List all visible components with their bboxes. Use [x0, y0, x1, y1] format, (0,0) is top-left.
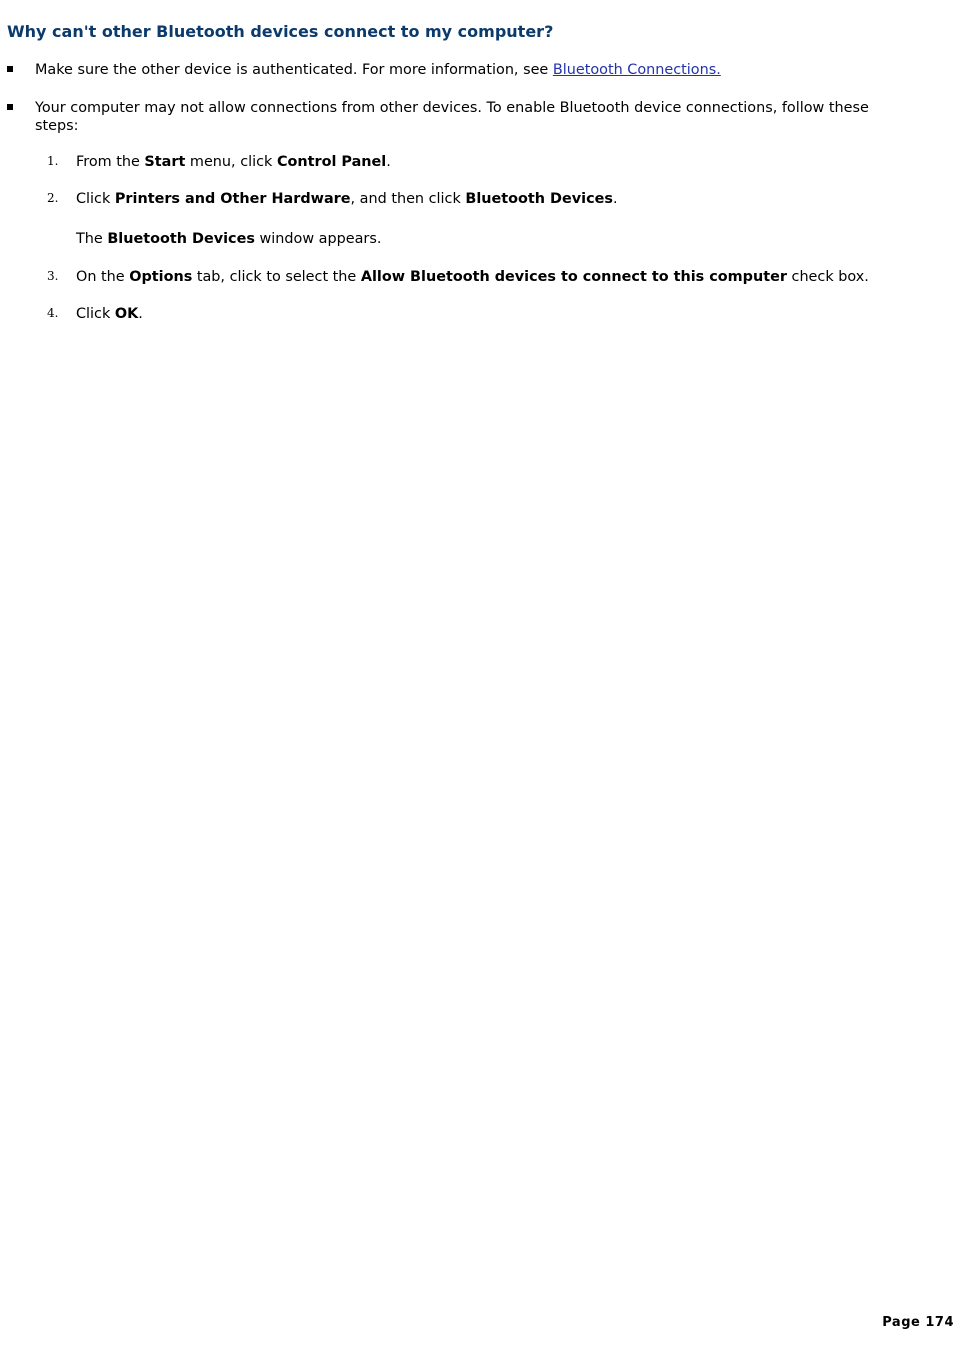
bullet-item-connections-line2: steps:	[35, 118, 79, 134]
step-bold: Bluetooth Devices	[465, 191, 613, 207]
step-text: The	[76, 231, 108, 247]
step-bold: Allow Bluetooth devices to connect to this computer	[360, 269, 787, 285]
step-2	[76, 190, 618, 208]
step-number: 1.	[47, 154, 59, 168]
step-text: check box.	[786, 269, 869, 285]
step-bold: Printers and Other Hardware	[114, 191, 351, 207]
step-bold: Start	[144, 154, 186, 170]
step-bold: OK	[114, 306, 139, 322]
step-text: On the	[76, 269, 130, 285]
page-number: Page 174	[882, 1315, 954, 1330]
page-title: Why can't other Bluetooth devices connect to my computer?	[7, 22, 554, 41]
step-text: .	[612, 191, 618, 207]
step-text: .	[386, 154, 391, 170]
step-1	[76, 153, 391, 171]
bullet-item-connections-line1: Your computer may not allow connections from other devices. To enable Bluetooth device connections, follow these	[35, 100, 869, 116]
step-2-note	[76, 230, 381, 248]
step-4	[76, 305, 143, 323]
step-number: 3.	[47, 269, 59, 283]
bullet-marker	[7, 104, 13, 110]
step-text: From the	[76, 154, 145, 170]
step-text: , and then click	[350, 191, 466, 207]
step-number: 4.	[47, 306, 59, 320]
step-text: Click	[76, 191, 115, 207]
step-text: Click	[76, 306, 115, 322]
bullet-text: Make sure the other device is authenticated. For more information, see	[35, 62, 553, 78]
step-bold: Bluetooth Devices	[107, 231, 255, 247]
step-text: .	[138, 306, 143, 322]
step-text: tab, click to select the	[192, 269, 361, 285]
bullet-item-authenticated	[35, 61, 721, 79]
bullet-marker	[7, 66, 13, 72]
step-3	[76, 268, 869, 286]
step-text: window appears.	[254, 231, 382, 247]
step-number: 2.	[47, 191, 59, 205]
step-bold: Options	[129, 269, 193, 285]
step-bold: Control Panel	[276, 154, 387, 170]
step-text: menu, click	[185, 154, 277, 170]
bluetooth-connections-link[interactable]: Bluetooth Connections.	[552, 62, 721, 78]
